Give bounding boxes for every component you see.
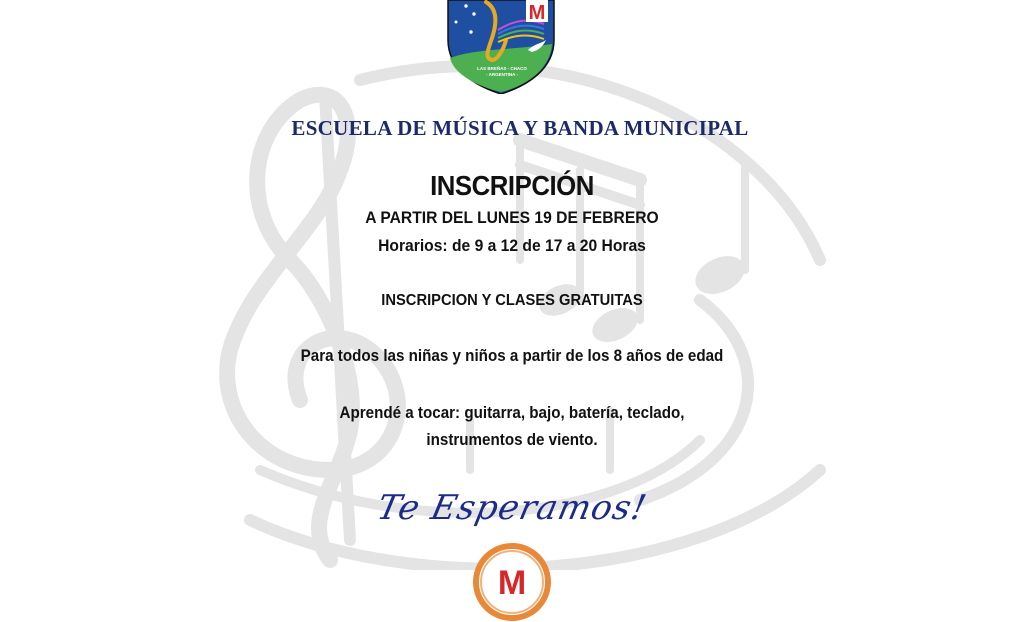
- school-title: ESCUELA DE MÚSICA Y BANDA MUNICIPAL: [291, 116, 749, 140]
- audience-text: Para todos las niñas y niños a partir de los 8 años de edad: [300, 347, 724, 365]
- free-classes-notice: INSCRIPCION Y CLASES GRATUITAS: [381, 292, 643, 309]
- crest-caption: [470, 66, 534, 78]
- municipal-m-logo-icon: [472, 542, 552, 622]
- svg-text:M: M: [528, 2, 546, 24]
- instruments-text-line2: instrumentos de viento.: [426, 431, 598, 449]
- instruments-text-line1: Aprendé a tocar: guitarra, bajo, batería, teclado,: [339, 404, 685, 422]
- inscription-heading: INSCRIPCIÓN: [430, 170, 594, 201]
- svg-text:M: M: [497, 564, 527, 602]
- crest-logo: [446, 0, 556, 94]
- crest-caption-line2: - ARGENTINA -: [486, 72, 518, 77]
- crest-caption-line1: LAS BREÑAS - CHACO: [477, 66, 527, 71]
- signature-te-esperamos: Te Esperamos!: [373, 488, 651, 528]
- start-date-text: A PARTIR DEL LUNES 19 DE FEBRERO: [365, 208, 659, 227]
- hours-text: Horarios: de 9 a 12 de 17 a 20 Horas: [378, 236, 646, 255]
